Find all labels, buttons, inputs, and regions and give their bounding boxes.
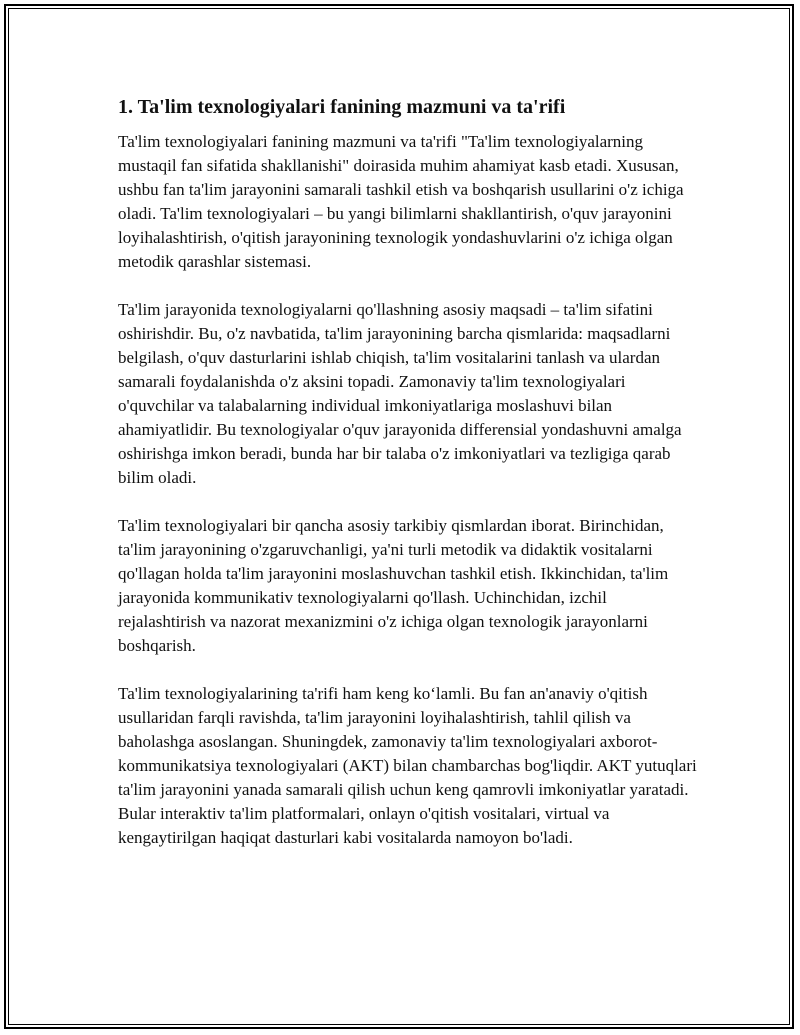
paragraph-4: Ta'lim texnologiyalarining ta'rifi ham keng ko‘lamli. Bu fan an'anaviy o'qitish usullaridan farqli ravishda, ta'lim jarayonini loyihalashtirish, tahlil qilish va baholashga asoslangan. Shuningdek, zamonaviy ta'lim texnologiyalari axborot-kommunikatsiya texnologiyalari (AKT) bilan chambarchas bog'liqdir. AKT yutuqlari ta'lim jarayonini yanada samarali qilish uchun keng qamrovli imkoniyatlar yaratadi. Bular interaktiv ta'lim platformalari, onlayn o'qitish vositalari, virtual va kengaytirilgan haqiqat dasturlari kabi vositalarda namoyon bo'ladi.: [118, 684, 697, 847]
document-body: [118, 94, 698, 874]
section-heading: 1. Ta'lim texnologiyalari fanining mazmuni va ta'rifi: [118, 96, 566, 118]
paragraph-2: Ta'lim jarayonida texnologiyalarni qo'llashning asosiy maqsadi – ta'lim sifatini oshirishdir. Bu, o'z navbatida, ta'lim jarayonining barcha qismlarida: maqsadlarni belgilash, o'quv dasturlarini ishlab chiqish, ta'lim vositalarini tanlash va ulardan samarali foydalanishda o'z aksini topadi. Zamonaviy ta'lim texnologiyalari o'quvchilar va talabalarning individual imkoniyatlariga moslashuvi bilan ahamiyatlidir. Bu texnologiyalar o'quv jarayonida differensial yondashuvni amalga oshirishga imkon beradi, bunda har bir talaba o'z imkoniyatlari va tezligiga qarab bilim oladi.: [118, 300, 682, 487]
paragraph-3: Ta'lim texnologiyalari bir qancha asosiy tarkibiy qismlardan iborat. Birinchidan, ta'lim jarayonining o'zgaruvchanligi, ya'ni turli metodik va didaktik vositalarni qo'llagan holda ta'lim jarayonini moslashuvchan tashkil etish. Ikkinchidan, ta'lim jarayonida kommunikativ texnologiyalarni qo'llash. Uchinchidan, izchil rejalashtirish va nazorat mexanizmini o'z ichiga olgan texnologik jarayonlarni boshqarish.: [118, 516, 669, 655]
paragraph-1: Ta'lim texnologiyalari fanining mazmuni va ta'rifi "Ta'lim texnologiyalarning mustaqil fan sifatida shakllanishi" doirasida muhim ahamiyat kasb etadi. Xususan, ushbu fan ta'lim jarayonini samarali tashkil etish va boshqarish usullarini o'z ichiga oladi. Ta'lim texnologiyalari – bu yangi bilimlarni shakllantirish, o'quv jarayonini loyihalashtirish, o'qitish jarayonining texnologik yondashuvlarini o'z ichiga olgan metodik qarashlar sistemasi.: [118, 132, 684, 271]
